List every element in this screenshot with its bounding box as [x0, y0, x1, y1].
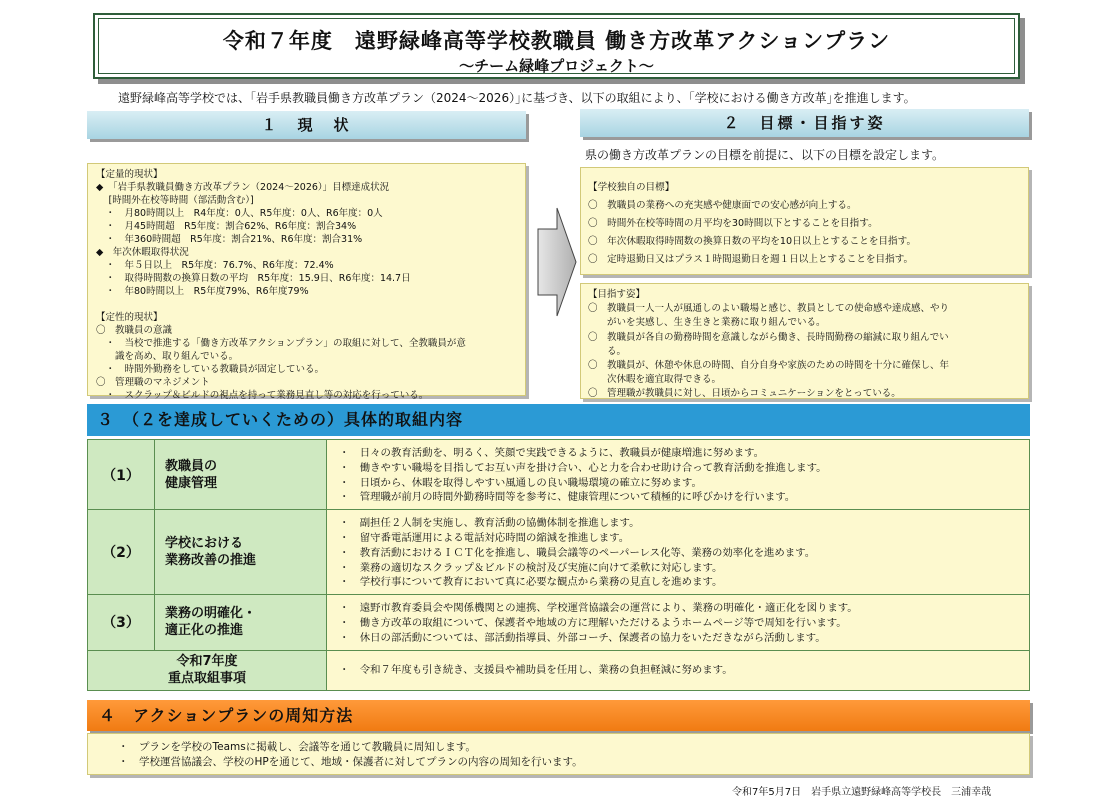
row-number: （2）: [88, 510, 155, 595]
footer-signature: 令和7年5月7日 岩手県立遠野緑峰高等学校長 三浦幸哉: [732, 787, 992, 798]
intro-text: 遠野緑峰高等学校では、｢岩手県教職員働き方改革プラン（2024～2026）｣に基づき、以下の取組により、｢学校における働き方改革｣を推進します。: [118, 91, 916, 105]
focus-items: ・ 令和７年度も引き続き、支援員や補助員を任用し、業務の負担軽減に努めます。: [327, 650, 1030, 690]
goal-note: 県の働き方改革プランの目標を前提に、以下の目標を設定します。: [585, 148, 945, 162]
table-row: [88, 510, 1030, 595]
table-row: [88, 650, 1030, 690]
right-arrow-icon: [537, 207, 577, 317]
school-goals-box: 【学校独自の目標】 〇 教職員の業務への充実感や健康面での安心感が向上する。 〇 時間外在校等時間の月平均を30時間以下とすることを目指す。 〇 年次休暇取得時間数の換算日数の平均を10日以上とすることを目指す。 〇 定時退勤日又はプラス１時間退勤日を週１日以上とすることを目指す。: [580, 167, 1029, 275]
section2-heading: ２ 目標・目指す姿: [580, 109, 1029, 137]
row-category: 業務の明確化・ 適正化の推進: [155, 595, 327, 650]
page-title: 令和７年度 遠野緑峰高等学校教職員 働き方改革アクションプラン: [222, 29, 891, 53]
section1-heading: １ 現 状: [87, 111, 526, 139]
row-number: （1）: [88, 440, 155, 510]
row-category: 学校における 業務改善の推進: [155, 510, 327, 595]
section3-heading: ３ （２を達成していくための）具体的取組内容: [87, 404, 1030, 436]
section4-heading: ４ アクションプランの周知方法: [87, 700, 1030, 731]
row-items: ・ 日々の教育活動を、明るく、笑顔で実践できるように、教職員が健康増進に努めます。 ・ 働きやすい職場を目指してお互い声を掛け合い、心と力を合わせ助け合って教育活動を推進します。 ・ 日頃から、休暇を取得しやすい風通しの良い職場環境の確立に努めます。 ・ 管理職が前月の時間外勤務時間等を参考に、健康管理について積極的に呼びかけを行います。: [327, 440, 1030, 510]
row-number: （3）: [88, 595, 155, 650]
row-items: ・ 遠野市教育委員会や関係機関との連携、学校運営協議会の運営により、業務の明確化・適正化を図ります。 ・ 働き方改革の取組について、保護者や地域の方に理解いただけるようホームページ等で周知を行います。 ・ 休日の部活動については、部活動指導員、外部コーチ、保護者の協力をいただきながら活動します。: [327, 595, 1030, 650]
current-status-box: 【定量的現状】 ◆ 「岩手県教職員働き方改革プラン（2024～2026）」目標達成状況 [時間外在校等時間（部活動含む）] ・ 月80時間以上 R4年度：0人、R5年度：0人、R6年度：0人 ・ 月45時間超 R5年度：割合62%、R6年度：割合34% ・ 年360時間超 R5年度：割合21%、R6年度：割合31% ◆ 年次休暇取得状況 ・ 年５日以上 R5年度：76.7%、R6年度：72.4% ・ 取得時間数の換算日数の平均 R5年度：15.9日、R6年度：14.7日 ・ 年80時間以上 R5年度79%、R6年度79% 【定性的現状】 〇 教職員の意識 ・ 当校で推進する「働き方改革アクションプラン」の取組に対して、全教職員が意 識を高め、取り組んでいる。 ・ 時間外勤務をしている教職員が固定している。 〇 管理職のマネジメント ・ スクラップ＆ビルドの視点を持って業務見直し等の対応を行っている。: [87, 163, 526, 396]
publicize-box: ・ プランを学校のTeamsに掲載し、会議等を通じて教職員に周知します。 ・ 学校運営協議会、学校のHPを通じて、地域・保護者に対してプランの内容の周知を行います。: [87, 733, 1030, 775]
row-category: 教職員の 健康管理: [155, 440, 327, 510]
action-table: [87, 439, 1030, 691]
focus-label: 令和7年度 重点取組事項: [88, 650, 327, 690]
table-row: [88, 440, 1030, 510]
page-subtitle: ～チーム緑峰プロジェクト～: [459, 57, 654, 75]
vision-box: 【目指す姿】 〇 教職員一人一人が風通しのよい職場と感じ、教員としての使命感や達成感、やり がいを実感し、生き生きと業務に取り組んでいる。 〇 教職員が各自の勤務時間を意識しながら働き、長時間勤務の縮減に取り組んでい る。 〇 教職員が、休憩や休息の時間、自分自身や家族のための時間を十分に確保し、年 次休暇を適宜取得できる。 〇 管理職が教職員に対し、日頃からコミュニケーションをとっている。: [580, 283, 1029, 399]
title-box: [93, 13, 1020, 79]
table-row: [88, 595, 1030, 650]
row-items: ・ 副担任２人制を実施し、教育活動の協働体制を推進します。 ・ 留守番電話運用による電話対応時間の縮減を推進します。 ・ 教育活動におけるＩＣＴ化を推進し、職員会議等のペーパーレス化等、業務の効率化を進めます。 ・ 業務の適切なスクラップ＆ビルドの検討及び実施に向けて柔軟に対応します。 ・ 学校行事について教育において真に必要な観点から業務の見直しを進めます。: [327, 510, 1030, 595]
